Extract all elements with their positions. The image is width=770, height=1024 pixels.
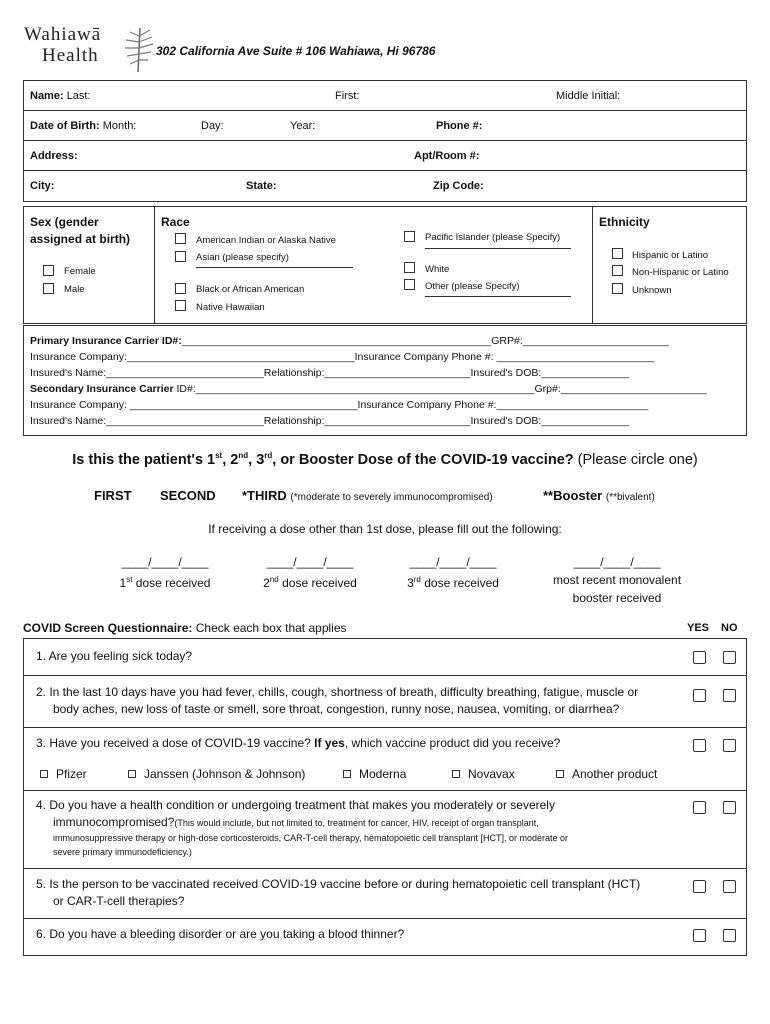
question-2-text xyxy=(36,684,638,718)
address-row xyxy=(24,141,746,171)
question-4-line3: immunosuppressive therapy or high-dose corticosteroids, CAR-T-cell therapy, hematopoietic cell transplant [HCT], or moderate or xyxy=(53,833,569,843)
secondary-carrier-line[interactable] xyxy=(30,383,707,395)
first-name-field[interactable]: First: xyxy=(335,90,360,102)
dose1-date: ____/____/____ xyxy=(121,555,209,569)
question-3-text xyxy=(36,735,560,752)
asian-label: Asian (please specify) xyxy=(196,252,289,263)
question-1-text: 1. Are you feeling sick today? xyxy=(36,649,193,663)
question-6 xyxy=(23,919,747,956)
primary-carrier-label: Primary Insurance Carrier ID#: xyxy=(30,335,182,347)
native-hawaiian-checkbox[interactable] xyxy=(175,300,186,311)
question-4-line1: 4. Do you have a health condition or undergoing treatment that makes you moderately or severely xyxy=(36,798,555,812)
pacific-islander-label: Pacific Islander (please Specify) xyxy=(425,232,561,243)
vaccine-janssen-option[interactable] xyxy=(128,767,305,781)
screening-title-bold: COVID Screen Questionnaire: xyxy=(23,621,193,635)
apt-field[interactable]: Apt/Room #: xyxy=(414,150,480,162)
secondary-carrier-blank: ID#:__________________________________________________________Grp#:_________________________ xyxy=(173,383,707,395)
question-4-line2a: immunocompromised? xyxy=(53,815,175,829)
booster-text-2: booster received xyxy=(572,591,662,605)
primary-company-line[interactable]: Insurance Company:_______________________________________Insurance Company Phone #: ___________________________ xyxy=(30,351,655,363)
address-field[interactable]: Address: xyxy=(30,150,78,162)
dob-month-field[interactable]: Month: xyxy=(102,120,137,132)
dose-instruction: If receiving a dose other than 1st dose, please fill out the following: xyxy=(208,522,562,536)
phone-field[interactable]: Phone #: xyxy=(436,120,483,132)
middle-initial-field[interactable]: Middle Initial: xyxy=(556,90,621,102)
booster-column[interactable] xyxy=(537,553,697,607)
secondary-company-line[interactable]: Insurance Company: _______________________________________Insurance Company Phone #:__________________________ xyxy=(30,399,649,411)
dose-first-option[interactable]: FIRST xyxy=(94,488,132,503)
no-header: NO xyxy=(721,622,738,634)
pacific-islander-checkbox[interactable] xyxy=(404,231,415,242)
dose-booster-label: **Booster xyxy=(543,488,603,503)
dose-q-tail: (Please circle one) xyxy=(577,451,698,468)
question-2-line1: 2. In the last 10 days have you had fever, chills, cough, shortness of breath, difficulty breathing, fatigue, muscle or xyxy=(36,685,639,699)
pacific-specify-line[interactable] xyxy=(425,248,571,249)
zip-field[interactable]: Zip Code: xyxy=(433,180,484,192)
dob-row xyxy=(24,111,746,141)
screening-title-rest: Check each box that applies xyxy=(195,621,347,635)
dose1-column[interactable] xyxy=(100,553,230,592)
novavax-checkbox[interactable] xyxy=(452,770,460,778)
dose-third-note: (*moderate to severely immunocompromised) xyxy=(290,492,493,503)
question-2 xyxy=(23,676,747,728)
black-label: Black or African American xyxy=(196,284,305,295)
pfizer-checkbox[interactable] xyxy=(40,770,48,778)
dose1-num: 1 xyxy=(119,576,127,590)
question-3 xyxy=(23,728,747,791)
novavax-label: Novavax xyxy=(468,767,515,781)
other-race-label: Other (please Specify) xyxy=(425,281,520,292)
q3-yes-checkbox[interactable] xyxy=(693,739,706,752)
question-5-text xyxy=(36,876,640,910)
dose-q-part: , 3 xyxy=(248,451,265,468)
logo-line2: Health xyxy=(42,45,99,66)
primary-insured-line[interactable]: Insured's Name:___________________________Relationship:_________________________Insured's DOB:_______________ xyxy=(30,367,629,379)
q1-yes-checkbox[interactable] xyxy=(693,651,706,664)
q2-yes-checkbox[interactable] xyxy=(693,689,706,702)
q2-no-checkbox[interactable] xyxy=(723,689,736,702)
name-label: Name: xyxy=(30,90,64,102)
question-5 xyxy=(23,869,747,919)
primary-carrier-blank: _____________________________________________________GRP#:_________________________ xyxy=(181,335,669,347)
dose-booster-note: (**bivalent) xyxy=(605,492,655,503)
question-4-text xyxy=(36,797,568,859)
q3-no-checkbox[interactable] xyxy=(723,739,736,752)
booster-date: ____/____/____ xyxy=(573,555,661,569)
dose3-date: ____/____/____ xyxy=(409,555,497,569)
dob-year-field[interactable]: Year: xyxy=(290,120,316,132)
dose-third-option[interactable] xyxy=(242,488,493,503)
state-field[interactable]: State: xyxy=(246,180,277,192)
ethnicity-title: Ethnicity xyxy=(599,215,650,229)
dose-q-sup: nd xyxy=(238,451,249,460)
dose2-text: dose received xyxy=(282,576,357,590)
dose3-text: dose received xyxy=(424,576,499,590)
non-hispanic-label: Non-Hispanic or Latino xyxy=(632,267,729,278)
question-3-post: , which vaccine product did you receive? xyxy=(344,736,561,750)
moderna-checkbox[interactable] xyxy=(343,770,351,778)
male-label: Male xyxy=(64,284,85,295)
question-5-line2: or CAR-T-cell therapies? xyxy=(53,894,185,908)
unknown-ethnicity-checkbox[interactable] xyxy=(612,283,623,294)
moderna-label: Moderna xyxy=(359,767,407,781)
asian-checkbox[interactable] xyxy=(175,251,186,262)
divider xyxy=(592,207,593,323)
name-row xyxy=(24,81,746,111)
q4-no-checkbox[interactable] xyxy=(723,801,736,814)
clinic-address: 302 California Ave Suite # 106 Wahiawa, Hi 96786 xyxy=(156,44,436,58)
leaf-icon xyxy=(118,24,158,74)
dose-booster-option[interactable] xyxy=(543,488,655,503)
female-label: Female xyxy=(64,266,96,277)
last-name-field[interactable]: Last: xyxy=(66,90,91,102)
patient-info-box xyxy=(23,80,747,202)
primary-carrier-line[interactable] xyxy=(30,335,669,347)
q5-no-checkbox[interactable] xyxy=(723,880,736,893)
dose1-sup: st xyxy=(126,575,133,584)
secondary-insured-line[interactable]: Insured's Name:___________________________Relationship:_________________________Insured's DOB:_______________ xyxy=(30,415,629,427)
unknown-ethnicity-label: Unknown xyxy=(632,285,672,296)
other-specify-line[interactable] xyxy=(425,296,571,297)
question-6-text: 6. Do you have a bleeding disorder or are you taking a blood thinner? xyxy=(36,927,405,941)
question-5-line1: 5. Is the person to be vaccinated received COVID-19 vaccine before or during hematopoietic cell transplant (HCT) xyxy=(36,877,641,891)
non-hispanic-checkbox[interactable] xyxy=(612,265,623,276)
secondary-carrier-label: Secondary Insurance Carrier xyxy=(30,383,174,395)
vaccine-novavax-option[interactable] xyxy=(452,767,515,781)
q5-yes-checkbox[interactable] xyxy=(693,880,706,893)
question-4 xyxy=(23,791,747,869)
question-4-line4: severe primary immunodeficiency.) xyxy=(53,847,192,857)
city-field[interactable]: City: xyxy=(30,180,55,192)
insurance-box xyxy=(23,325,747,436)
white-label: White xyxy=(425,264,450,275)
dose3-sup: rd xyxy=(413,575,421,584)
city-row xyxy=(24,171,746,201)
janssen-label: Janssen (Johnson & Johnson) xyxy=(144,767,306,781)
janssen-checkbox[interactable] xyxy=(128,770,136,778)
dose-q-sup: st xyxy=(215,451,223,460)
vaccine-pfizer-option[interactable] xyxy=(40,767,87,781)
dose-question xyxy=(0,451,770,468)
wahiawa-health-logo xyxy=(24,24,164,72)
hispanic-label: Hispanic or Latino xyxy=(632,250,709,261)
divider xyxy=(154,207,155,323)
other-vaccine-label: Another product xyxy=(572,767,658,781)
race-title: Race xyxy=(161,215,190,229)
q4-yes-checkbox[interactable] xyxy=(693,801,706,814)
booster-text-1: most recent monovalent xyxy=(552,573,682,587)
vaccine-moderna-option[interactable] xyxy=(343,767,406,781)
sex-title: Sex (gender assigned at birth) xyxy=(30,215,131,246)
dose-q-part: Is this the patient's 1 xyxy=(72,451,216,468)
dose2-num: 2 xyxy=(263,576,270,590)
dose2-column[interactable] xyxy=(245,553,375,592)
header xyxy=(24,22,744,74)
dose-second-option[interactable]: SECOND xyxy=(160,488,216,503)
dose-q-sup: rd xyxy=(264,451,273,460)
question-4-line2b: (This would include, but not limited to, treatment for cancer, HIV, receipt of organ transplant, xyxy=(174,818,539,828)
white-checkbox[interactable] xyxy=(404,262,415,273)
female-checkbox[interactable] xyxy=(43,265,54,276)
dose-third-label: *THIRD xyxy=(242,488,287,503)
american-indian-checkbox[interactable] xyxy=(175,233,186,244)
question-3-bold: If yes xyxy=(314,736,345,750)
asian-specify-line[interactable] xyxy=(196,267,353,268)
q1-no-checkbox[interactable] xyxy=(723,651,736,664)
dob-day-field[interactable]: Day: xyxy=(201,120,224,132)
q6-yes-checkbox[interactable] xyxy=(693,929,706,942)
dose2-date: ____/____/____ xyxy=(266,555,354,569)
demographics-box xyxy=(23,206,747,324)
q6-no-checkbox[interactable] xyxy=(723,929,736,942)
question-2-line2: body aches, new loss of taste or smell, sore throat, congestion, runny nose, nausea, vomiting, or diarrhea? xyxy=(53,702,620,716)
dose3-num: 3 xyxy=(407,576,414,590)
black-checkbox[interactable] xyxy=(175,283,186,294)
question-3-pre: 3. Have you received a dose of COVID-19 vaccine? xyxy=(36,736,311,750)
dob-label: Date of Birth: xyxy=(30,120,100,132)
screening-title xyxy=(23,621,347,635)
dose2-sup: nd xyxy=(269,575,279,584)
logo-line1: Wahiawā xyxy=(24,24,102,45)
american-indian-label: American Indian or Alaska Native xyxy=(196,235,336,246)
male-checkbox[interactable] xyxy=(43,283,54,294)
dose3-column[interactable] xyxy=(388,553,518,592)
dose-q-part: , or Booster Dose of the COVID-19 vaccine? xyxy=(272,451,574,468)
vaccine-other-option[interactable] xyxy=(556,767,657,781)
question-1 xyxy=(23,638,747,676)
yes-header: YES xyxy=(687,622,710,634)
other-race-checkbox[interactable] xyxy=(404,279,415,290)
dose-q-part: , 2 xyxy=(222,451,239,468)
other-vaccine-checkbox[interactable] xyxy=(556,770,564,778)
hispanic-checkbox[interactable] xyxy=(612,248,623,259)
pfizer-label: Pfizer xyxy=(56,767,87,781)
native-hawaiian-label: Native Hawaiian xyxy=(196,302,265,313)
dose1-text: dose received xyxy=(135,576,211,590)
